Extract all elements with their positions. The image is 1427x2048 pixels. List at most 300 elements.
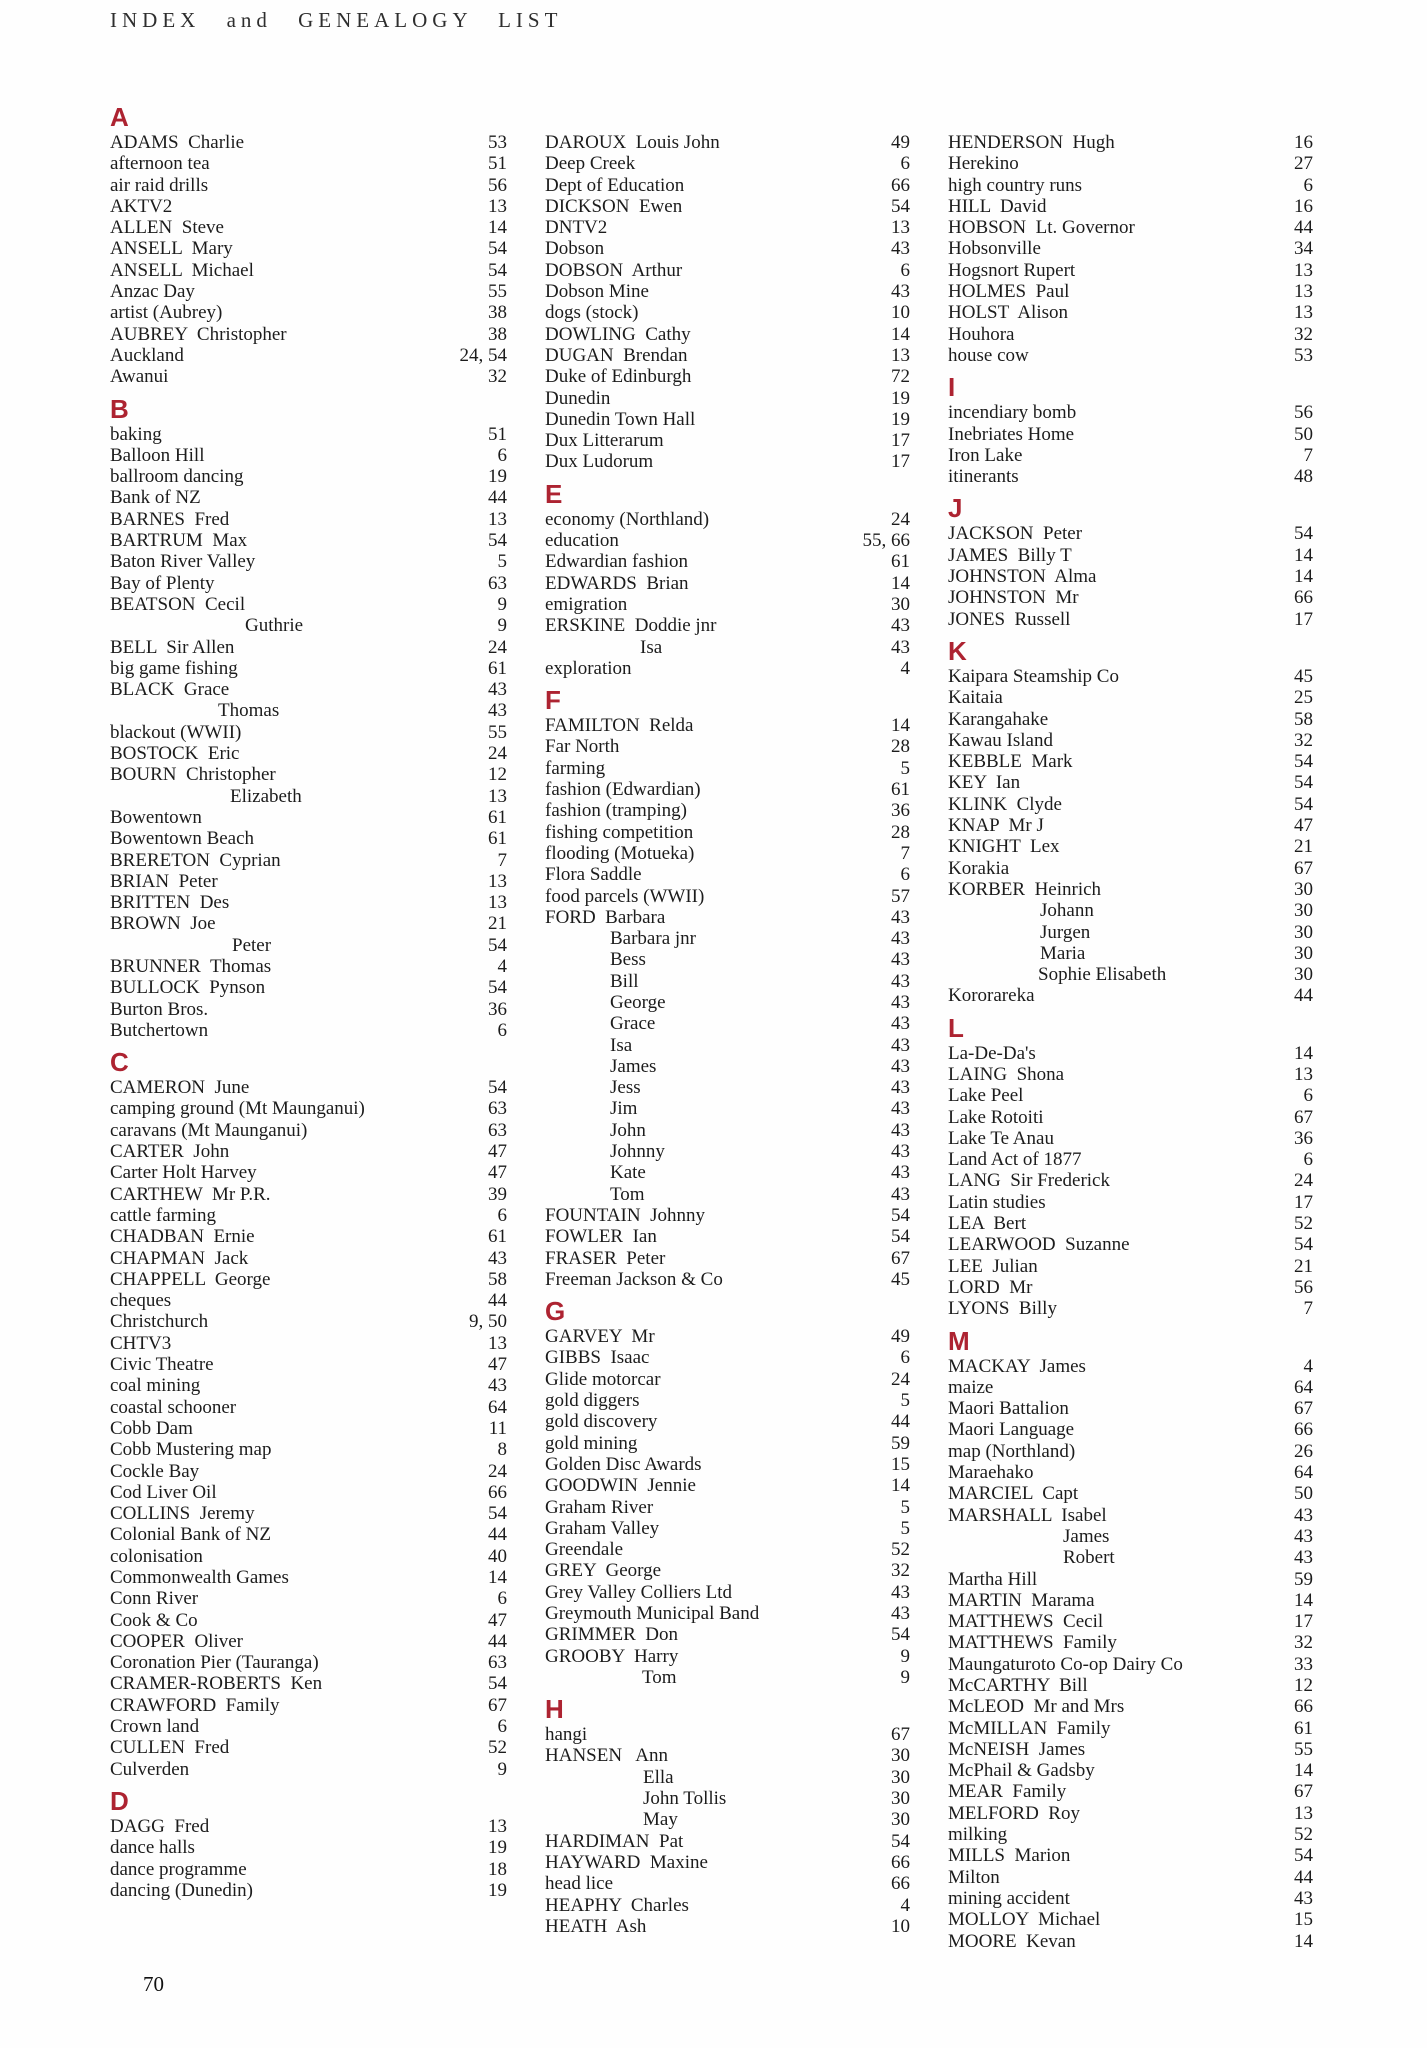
entry-page-number: 61 (891, 551, 910, 573)
index-entry (545, 1141, 910, 1162)
index-entry (545, 1831, 910, 1852)
index-entry (948, 1569, 1313, 1590)
entry-page-number: 47 (488, 1609, 507, 1631)
entry-label: KEBBLE Mark (948, 751, 1073, 773)
entry-page-number: 12 (488, 764, 507, 786)
index-entry (948, 836, 1313, 857)
entry-page-number: 13 (891, 344, 910, 366)
entry-page-number: 5 (497, 551, 507, 573)
index-entry (948, 523, 1313, 544)
entry-label: Bess (610, 949, 646, 971)
index-entry (545, 971, 910, 992)
index-entry (948, 1760, 1313, 1781)
index-entry (948, 217, 1313, 238)
entry-page-number: 13 (488, 1332, 507, 1354)
index-entry (545, 1369, 910, 1390)
entry-label: James (610, 1055, 657, 1077)
entry-label: Anzac Day (110, 281, 195, 303)
index-entry (948, 1611, 1313, 1632)
entry-page-number: 44 (488, 1290, 507, 1312)
entry-page-number: 43 (891, 970, 910, 992)
index-entry (110, 637, 507, 658)
index-entry (948, 879, 1313, 900)
index-entry (948, 922, 1313, 943)
entry-label: HEATH Ash (545, 1915, 647, 1937)
entry-label: artist (Aubrey) (110, 302, 223, 324)
entry-label: MACKAY James (948, 1355, 1086, 1377)
entry-page-number: 10 (891, 302, 910, 324)
entry-page-number: 14 (1294, 1589, 1313, 1611)
entry-page-number: 8 (497, 1439, 507, 1461)
index-entry (948, 424, 1313, 445)
entry-label: Peter (232, 934, 272, 956)
entry-label: JAMES Billy T (948, 544, 1072, 566)
index-column-1 (110, 96, 507, 1901)
index-entry (110, 786, 507, 807)
entry-label: Civic Theatre (110, 1354, 214, 1376)
index-entry (110, 1588, 507, 1609)
entry-label: fishing competition (545, 821, 694, 843)
index-entry (545, 1248, 910, 1269)
entry-label: Dobson (545, 238, 605, 260)
entry-label: COLLINS Jeremy (110, 1503, 255, 1525)
entry-label: blackout (WWII) (110, 721, 242, 743)
index-entry (545, 1809, 910, 1830)
entry-page-number: 43 (891, 906, 910, 928)
entry-page-number: 56 (1294, 402, 1313, 424)
index-entry (545, 1646, 910, 1667)
index-entry (948, 1128, 1313, 1149)
index-entry (948, 1441, 1313, 1462)
entry-label: high country runs (948, 174, 1083, 196)
entry-label: Christchurch (110, 1311, 209, 1333)
section-letter-M: M (948, 1325, 970, 1356)
index-entry (948, 687, 1313, 708)
entry-page-number: 12 (1294, 1675, 1313, 1696)
index-entry (545, 1454, 910, 1475)
entry-label: Conn River (110, 1588, 199, 1610)
entry-page-number: 44 (891, 1411, 910, 1433)
entry-label: Flora Saddle (545, 864, 642, 886)
entry-page-number: 44 (1294, 1866, 1313, 1888)
index-entry (110, 1205, 507, 1226)
entry-label: BLACK Grace (110, 679, 230, 701)
entry-label: HEAPHY Charles (545, 1894, 689, 1916)
entry-page-number: 13 (1294, 281, 1313, 303)
entry-label: Far North (545, 736, 620, 758)
section-letter-I: I (948, 372, 956, 403)
entry-label: LEARWOOD Suzanne (948, 1234, 1130, 1256)
entry-page-number: 61 (488, 828, 507, 850)
index-entry (545, 1497, 910, 1518)
index-entry (545, 260, 910, 281)
index-entry (545, 238, 910, 259)
entry-label: Dunedin (545, 387, 611, 409)
index-entry (110, 828, 507, 849)
index-entry (110, 658, 507, 679)
entry-page-number: 59 (891, 1432, 910, 1454)
index-entry (948, 772, 1313, 793)
entry-page-number: 67 (891, 1724, 910, 1746)
entry-page-number: 67 (1294, 1398, 1313, 1420)
entry-page-number: 54 (891, 1204, 910, 1226)
entry-page-number: 36 (488, 998, 507, 1020)
entry-page-number: 66 (1294, 587, 1313, 609)
entry-label: Tom (610, 1183, 645, 1205)
entry-label: Golden Disc Awards (545, 1453, 702, 1475)
index-entry (948, 1739, 1313, 1760)
entry-label: Dunedin Town Hall (545, 408, 696, 430)
entry-label: BELL Sir Allen (110, 636, 235, 658)
index-entry (948, 609, 1313, 630)
entry-page-number: 43 (1294, 1525, 1313, 1547)
entry-label: gold diggers (545, 1390, 640, 1412)
index-entry (545, 822, 910, 843)
index-entry (110, 1546, 507, 1567)
entry-label: CULLEN Fred (110, 1737, 230, 1759)
entry-page-number: 7 (1303, 1298, 1313, 1320)
entry-page-number: 17 (1294, 1191, 1313, 1213)
entry-label: CAMERON June (110, 1077, 250, 1099)
entry-page-number: 61 (488, 657, 507, 679)
entry-page-number: 27 (1294, 153, 1313, 175)
entry-label: CRAWFORD Family (110, 1694, 280, 1716)
entry-label: dance halls (110, 1837, 195, 1859)
index-entry (545, 1326, 910, 1347)
index-entry (110, 1120, 507, 1141)
entry-label: MARCIEL Capt (948, 1483, 1079, 1505)
entry-label: BARNES Fred (110, 508, 230, 530)
index-entry (110, 509, 507, 530)
index-entry (110, 1631, 507, 1652)
entry-label: LEA Bert (948, 1213, 1027, 1235)
index-entry (110, 1673, 507, 1694)
entry-page-number: 53 (488, 132, 507, 153)
entry-page-number: 9 (497, 1758, 507, 1780)
entry-label: Cook & Co (110, 1609, 198, 1631)
index-entry (110, 615, 507, 636)
entry-page-number: 50 (1294, 423, 1313, 445)
index-entry (110, 487, 507, 508)
section-letter-E: E (545, 478, 563, 509)
index-entry (545, 1013, 910, 1034)
entry-page-number: 67 (1294, 1781, 1313, 1803)
entry-page-number: 34 (1294, 238, 1313, 260)
entry-label: Jess (610, 1077, 641, 1099)
entry-page-number: 54 (891, 1830, 910, 1852)
entry-label: McPhail & Gadsby (948, 1760, 1095, 1782)
entry-label: gold discovery (545, 1411, 658, 1433)
entry-page-number: 13 (891, 217, 910, 239)
entry-page-number: 54 (1294, 751, 1313, 773)
index-entry (545, 530, 910, 551)
index-entry (110, 1226, 507, 1247)
entry-label: Thomas (218, 700, 280, 722)
entry-page-number: 9, 50 (469, 1311, 507, 1333)
entry-label: Iron Lake (948, 444, 1023, 466)
section-letter-C: C (110, 1047, 129, 1078)
entry-page-number: 53 (1294, 344, 1313, 366)
index-entry (110, 1503, 507, 1524)
index-entry (545, 637, 910, 658)
entry-label: Colonial Bank of NZ (110, 1524, 271, 1546)
entry-label: FOWLER Ian (545, 1226, 657, 1248)
entry-label: Isa (640, 636, 663, 658)
entry-label: KNIGHT Lex (948, 836, 1060, 858)
entry-page-number: 13 (488, 785, 507, 807)
entry-page-number: 55 (488, 721, 507, 743)
entry-page-number: 6 (1303, 1149, 1313, 1171)
index-entry (110, 196, 507, 217)
entry-page-number: 43 (891, 636, 910, 658)
index-entry (110, 1737, 507, 1758)
index-entry (110, 217, 507, 238)
entry-label: MOLLOY Michael (948, 1909, 1101, 1931)
index-entry (110, 679, 507, 700)
entry-page-number: 43 (1294, 1547, 1313, 1569)
section-letter-H: H (545, 1694, 564, 1725)
entry-page-number: 5 (900, 1517, 910, 1539)
index-entry (110, 1610, 507, 1631)
entry-page-number: 66 (891, 1851, 910, 1873)
entry-page-number: 66 (1294, 1419, 1313, 1441)
index-entry (545, 366, 910, 387)
entry-page-number: 43 (488, 700, 507, 722)
entry-page-number: 54 (1294, 793, 1313, 815)
entry-label: BOSTOCK Eric (110, 743, 240, 765)
entry-page-number: 54 (488, 259, 507, 281)
entry-page-number: 43 (891, 1013, 910, 1035)
entry-label: Johann (1040, 900, 1094, 922)
index-entry (948, 1590, 1313, 1611)
entry-page-number: 44 (1294, 217, 1313, 239)
index-entry (948, 302, 1313, 323)
entry-label: Freeman Jackson & Co (545, 1268, 723, 1290)
entry-page-number: 55 (488, 281, 507, 303)
entry-page-number: 14 (891, 323, 910, 345)
entry-page-number: 63 (488, 1119, 507, 1141)
entry-label: Greymouth Municipal Band (545, 1603, 760, 1624)
entry-page-number: 44 (488, 487, 507, 509)
entry-page-number: 36 (891, 800, 910, 822)
index-entry (948, 196, 1313, 217)
index-entry (948, 175, 1313, 196)
entry-page-number: 44 (1294, 985, 1313, 1007)
section-letter-L: L (948, 1012, 964, 1043)
entry-page-number: 54 (1294, 1845, 1313, 1867)
entry-label: KEY Ian (948, 772, 1021, 794)
entry-label: dance programme (110, 1858, 247, 1880)
entry-label: COOPER Oliver (110, 1630, 243, 1652)
index-entry (948, 1931, 1313, 1952)
index-entry (948, 1675, 1313, 1696)
entry-page-number: 55, 66 (862, 530, 910, 552)
index-entry (110, 999, 507, 1020)
entry-label: Crown land (110, 1716, 200, 1738)
entry-label: food parcels (WWII) (545, 885, 705, 907)
entry-page-number: 24, 54 (459, 344, 507, 366)
index-column-2 (545, 96, 910, 1937)
entry-label: HOLST Alison (948, 302, 1069, 324)
entry-label: DUGAN Brendan (545, 344, 688, 366)
index-entry (545, 949, 910, 970)
index-entry (110, 1354, 507, 1375)
index-entry (110, 345, 507, 366)
entry-page-number: 54 (488, 977, 507, 999)
index-entry (545, 907, 910, 928)
entry-page-number: 13 (1294, 1802, 1313, 1824)
entry-label: Bowentown Beach (110, 828, 255, 850)
index-entry (110, 977, 507, 998)
entry-page-number: 52 (488, 1737, 507, 1759)
index-entry (110, 1880, 507, 1901)
entry-label: Culverden (110, 1758, 190, 1780)
entry-page-number: 49 (891, 132, 910, 153)
entry-label: MEAR Family (948, 1781, 1067, 1803)
index-entry (545, 1852, 910, 1873)
entry-label: James (1063, 1525, 1110, 1547)
entry-label: Lake Te Anau (948, 1127, 1054, 1149)
entry-page-number: 19 (488, 466, 507, 488)
entry-label: Sophie Elisabeth (1038, 964, 1167, 986)
index-entry (545, 281, 910, 302)
entry-label: Hobsonville (948, 238, 1041, 260)
entry-page-number: 9 (900, 1645, 910, 1667)
entry-label: John (610, 1119, 646, 1141)
entry-page-number: 13 (1294, 302, 1313, 324)
entry-page-number: 54 (488, 934, 507, 956)
entry-label: Korakia (948, 857, 1010, 879)
index-entry (948, 985, 1313, 1006)
entry-label: CARTER John (110, 1141, 230, 1163)
index-entry (948, 1085, 1313, 1106)
entry-page-number: 43 (891, 1141, 910, 1163)
entry-label: Lake Peel (948, 1085, 1024, 1107)
entry-page-number: 7 (900, 842, 910, 864)
entry-label: GARVEY Mr (545, 1326, 655, 1348)
entry-page-number: 19 (488, 1879, 507, 1901)
entry-page-number: 54 (1294, 772, 1313, 794)
index-entry (110, 1439, 507, 1460)
entry-page-number: 54 (891, 1226, 910, 1248)
entry-label: FAMILTON Relda (545, 715, 694, 737)
index-entry (948, 709, 1313, 730)
entry-label: BEATSON Cecil (110, 593, 246, 615)
index-entry (948, 858, 1313, 879)
entry-page-number: 52 (891, 1539, 910, 1561)
index-entry (948, 964, 1313, 985)
entry-page-number: 6 (497, 1588, 507, 1610)
index-entry (948, 402, 1313, 423)
index-entry (545, 1433, 910, 1454)
entry-label: Inebriates Home (948, 423, 1075, 445)
entry-label: JONES Russell (948, 608, 1071, 630)
entry-page-number: 26 (1294, 1440, 1313, 1462)
index-entry (545, 864, 910, 885)
entry-label: Robert (1063, 1547, 1115, 1569)
index-entry (948, 794, 1313, 815)
index-entry (545, 1624, 910, 1645)
entry-label: Duke of Edinburgh (545, 366, 692, 388)
entry-page-number: 64 (1294, 1462, 1313, 1484)
entry-page-number: 17 (1294, 608, 1313, 630)
entry-label: MARSHALL Isabel (948, 1504, 1107, 1526)
entry-page-number: 6 (900, 864, 910, 886)
entry-label: Carter Holt Harvey (110, 1162, 257, 1184)
entry-label: fashion (Edwardian) (545, 779, 701, 801)
entry-page-number: 32 (1294, 1632, 1313, 1654)
entry-label: DICKSON Ewen (545, 195, 683, 217)
entry-page-number: 54 (488, 1077, 507, 1099)
entry-label: Maraehako (948, 1462, 1034, 1484)
entry-page-number: 43 (1294, 1504, 1313, 1526)
entry-page-number: 56 (488, 174, 507, 196)
entry-label: CARTHEW Mr P.R. (110, 1183, 271, 1205)
index-entry (948, 1234, 1313, 1255)
entry-label: hangi (545, 1724, 588, 1746)
entry-label: Grey Valley Colliers Ltd (545, 1581, 732, 1603)
entry-page-number: 54 (488, 530, 507, 552)
entry-page-number: 63 (488, 1098, 507, 1120)
entry-label: DAGG Fred (110, 1815, 210, 1837)
entry-page-number: 4 (900, 657, 910, 679)
index-entry (948, 281, 1313, 302)
entry-page-number: 67 (891, 1247, 910, 1269)
entry-label: Grace (610, 1013, 656, 1035)
entry-page-number: 30 (1294, 878, 1313, 900)
entry-page-number: 6 (497, 1716, 507, 1738)
entry-label: Dux Litterarum (545, 430, 664, 452)
entry-label: LORD Mr (948, 1276, 1033, 1298)
entry-page-number: 21 (488, 913, 507, 935)
index-entry (545, 1475, 910, 1496)
index-entry (545, 1269, 910, 1290)
index-entry (948, 1419, 1313, 1440)
entry-page-number: 49 (891, 1326, 910, 1348)
index-entry (545, 430, 910, 451)
entry-label: Maori Language (948, 1419, 1075, 1441)
entry-label: farming (545, 757, 606, 779)
entry-label: Auckland (110, 344, 184, 366)
entry-label: Kaitaia (948, 687, 1003, 709)
index-entry (545, 1347, 910, 1368)
entry-label: La-De-Da's (948, 1042, 1036, 1064)
entry-page-number: 24 (891, 508, 910, 530)
entry-label: caravans (Mt Maunganui) (110, 1119, 308, 1141)
entry-page-number: 6 (497, 1204, 507, 1226)
entry-page-number: 19 (488, 1837, 507, 1859)
entry-label: flooding (Motueka) (545, 842, 695, 864)
entry-label: HOBSON Lt. Governor (948, 217, 1135, 239)
index-entry (110, 573, 507, 594)
entry-page-number: 15 (891, 1453, 910, 1475)
index-entry (948, 1298, 1313, 1319)
index-entry (948, 751, 1313, 772)
entry-label: incendiary bomb (948, 402, 1077, 424)
entry-page-number: 4 (497, 955, 507, 977)
entry-page-number: 63 (488, 1652, 507, 1674)
entry-label: milking (948, 1824, 1008, 1846)
index-entry (110, 1397, 507, 1418)
entry-page-number: 54 (1294, 523, 1313, 545)
entry-page-number: 33 (1294, 1653, 1313, 1675)
entry-page-number: 10 (891, 1915, 910, 1937)
entry-label: JOHNSTON Mr (948, 587, 1079, 609)
entry-label: FORD Barbara (545, 906, 666, 928)
entry-label: CRAMER-ROBERTS Ken (110, 1673, 323, 1695)
index-entry (948, 1107, 1313, 1128)
entry-page-number: 43 (891, 1162, 910, 1184)
